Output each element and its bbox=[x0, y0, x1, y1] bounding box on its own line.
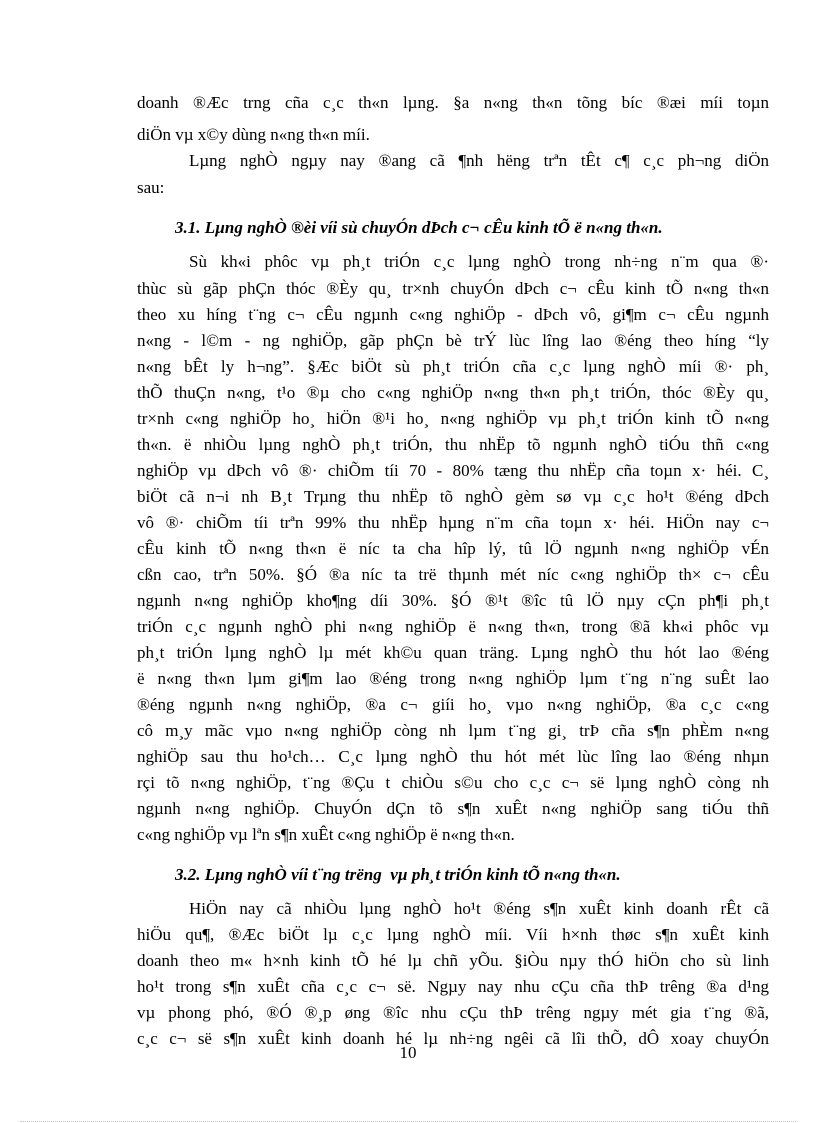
body-line: tr×nh c«ng nghiÖp ho¸ hiÖn ®¹i ho¸ n«ng nghiÖp vµ ph¸t triÓn kinh tÕ n«ng bbox=[137, 409, 769, 428]
body-line: vô ®· chiÕm tíi trªn 99% thu nhËp hµng n¨m cña toµn x· héi. HiÖn nay c¬ bbox=[137, 513, 769, 532]
body-line: cßn cao, trªn 50%. §Ó ®a níc ta trë thµnh mét níc c«ng nghiÖp th× c¬ cÊu bbox=[137, 565, 769, 584]
body-line: triÓn c¸c ngµnh nghÒ phi n«ng nghiÖp ë n«ng th«n, trong ®ã kh«i phôc vµ bbox=[137, 617, 769, 636]
body-line: n«ng bÊt ly h¬ng”. §Æc biÖt sù ph¸t triÓn cña c¸c lµng nghÒ míi ®· ph¸ bbox=[137, 357, 769, 376]
body-line: thùc sù gãp phÇn thóc ®Èy qu¸ tr×nh chuyÓn dÞch c¬ cÊu kinh tÕ n«ng th«n bbox=[137, 279, 769, 298]
body-line: theo xu híng t¨ng c¬ cÊu ngµnh c«ng nghiÖp - dÞch vô, gi¶m c¬ cÊu ngµnh bbox=[137, 305, 769, 324]
body-line: Lµng nghÒ ngµy nay ®ang cã ¶nh hëng trªn tÊt c¶ c¸c ph¬ng diÖn bbox=[189, 151, 769, 170]
body-line: hiÖu qu¶, ®Æc biÖt lµ c¸c lµng nghÒ míi. Víi h×nh thøc s¶n xuÊt kinh bbox=[137, 925, 769, 944]
body-line: nghiÖp vµ dÞch vô ®· chiÕm tíi 70 - 80% tæng thu nhËp cña toµn x· héi. C¸ bbox=[137, 461, 769, 480]
body-line: cô m¸y mãc vµo n«ng nghiÖp còng nh lµm t¨ng gi¸ trÞ cña s¶n phÈm n«ng bbox=[137, 721, 769, 740]
body-line: ph¸t triÓn lµng nghÒ lµ mét kh©u quan träng. Lµng nghÒ thu hót lao ®éng bbox=[137, 643, 769, 662]
page-bottom-divider bbox=[20, 1121, 796, 1122]
body-line: ho¹t trong s¶n xuÊt cña c¸c c¬ së. Ngµy nay nhu cÇu cña thÞ trêng ®a d¹ng bbox=[137, 977, 769, 996]
body-line: c«ng nghiÖp vµ lªn s¶n xuÊt c«ng nghiÖp ë n«ng th«n. bbox=[137, 825, 515, 844]
body-line: ë n«ng th«n lµm gi¶m lao ®éng trong n«ng nghiÖp lµm t¨ng n¨ng suÊt lao bbox=[137, 669, 769, 688]
body-line: nghiÖp sau thu ho¹ch… C¸c lµng nghÒ thu hót mét lùc lîng lao ®éng nhµn bbox=[137, 747, 769, 766]
body-line: c¸c c¬ së s¶n xuÊt kinh doanh hé lµ nh÷ng ngêi cã lîi thÕ, dÔ xoay chuyÓn bbox=[137, 1029, 769, 1048]
body-line: ngµnh n«ng nghiÖp kho¶ng díi 30%. §Ó ®¹t ®îc tû lÖ nµy cÇn ph¶i ph¸t bbox=[137, 591, 769, 610]
body-line: th«n. ë nhiÒu lµng nghÒ ph¸t triÓn, thu nhËp tõ ngµnh nghÒ tiÓu thñ c«ng bbox=[137, 435, 769, 454]
body-line: HiÖn nay cã nhiÒu lµng nghÒ ho¹t ®éng s¶n xuÊt kinh doanh rÊt cã bbox=[189, 899, 769, 918]
body-line: rçi tõ n«ng nghiÖp, t¨ng ®Çu t chiÒu s©u cho c¸c c¬ së lµng nghÒ còng nh bbox=[137, 773, 769, 792]
body-line: biÖt cã n¬i nh B¸t Trµng thu nhËp tõ nghÒ gèm sø vµ c¸c ho¹t ®éng dÞch bbox=[137, 487, 769, 506]
body-line: ®éng ngµnh n«ng nghiÖp, ®a c¬ giíi ho¸ vµo n«ng nghiÖp, ®a c¸c c«ng bbox=[137, 695, 769, 714]
body-line: doanh theo m« h×nh kinh tÕ hé lµ chñ yÕu. §iÒu nµy thÓ hiÖn cho sù linh bbox=[137, 951, 769, 970]
body-line: n«ng - l©m - ng nghiÖp, gãp phÇn bè trÝ lùc lîng lao ®éng theo híng “ly bbox=[137, 331, 769, 350]
body-line: doanh ®Æc trng cña c¸c th«n lµng. §a n«ng th«n tõng bíc ®æi míi toµn bbox=[137, 93, 769, 112]
section-heading: 3.1. Lµng nghÒ ®èi víi sù chuyÓn dÞch c¬ cÊu kinh tÕ ë n«ng th«n. bbox=[175, 218, 663, 237]
body-line: diÖn vµ x©y dùng n«ng th«n míi. bbox=[137, 125, 370, 144]
body-line: ngµnh n«ng nghiÖp. ChuyÓn dÇn tõ s¶n xuÊt n«ng nghiÖp sang tiÓu thñ bbox=[137, 799, 769, 818]
body-line: sau: bbox=[137, 178, 165, 197]
page-number: 10 bbox=[399, 1043, 417, 1062]
body-line: vµ phong phó, ®Ó ®¸p øng ®îc nhu cÇu thÞ trêng ngµy mét gia t¨ng ®ã, bbox=[137, 1003, 769, 1022]
section-heading: 3.2. Lµng nghÒ víi t¨ng trëng vµ ph¸t triÓn kinh tÕ n«ng th«n. bbox=[175, 865, 621, 884]
body-line: thÕ thuÇn n«ng, t¹o ®µ cho c«ng nghiÖp n«ng th«n ph¸t triÓn, thóc ®Èy qu¸ bbox=[137, 383, 769, 402]
body-line: cÊu kinh tÕ n«ng th«n ë níc ta cha hîp lý, tû lÖ ngµnh n«ng nghiÖp vÉn bbox=[137, 539, 769, 558]
body-line: Sù kh«i phôc vµ ph¸t triÓn c¸c lµng nghÒ trong nh÷ng n¨m qua ®· bbox=[189, 252, 769, 271]
